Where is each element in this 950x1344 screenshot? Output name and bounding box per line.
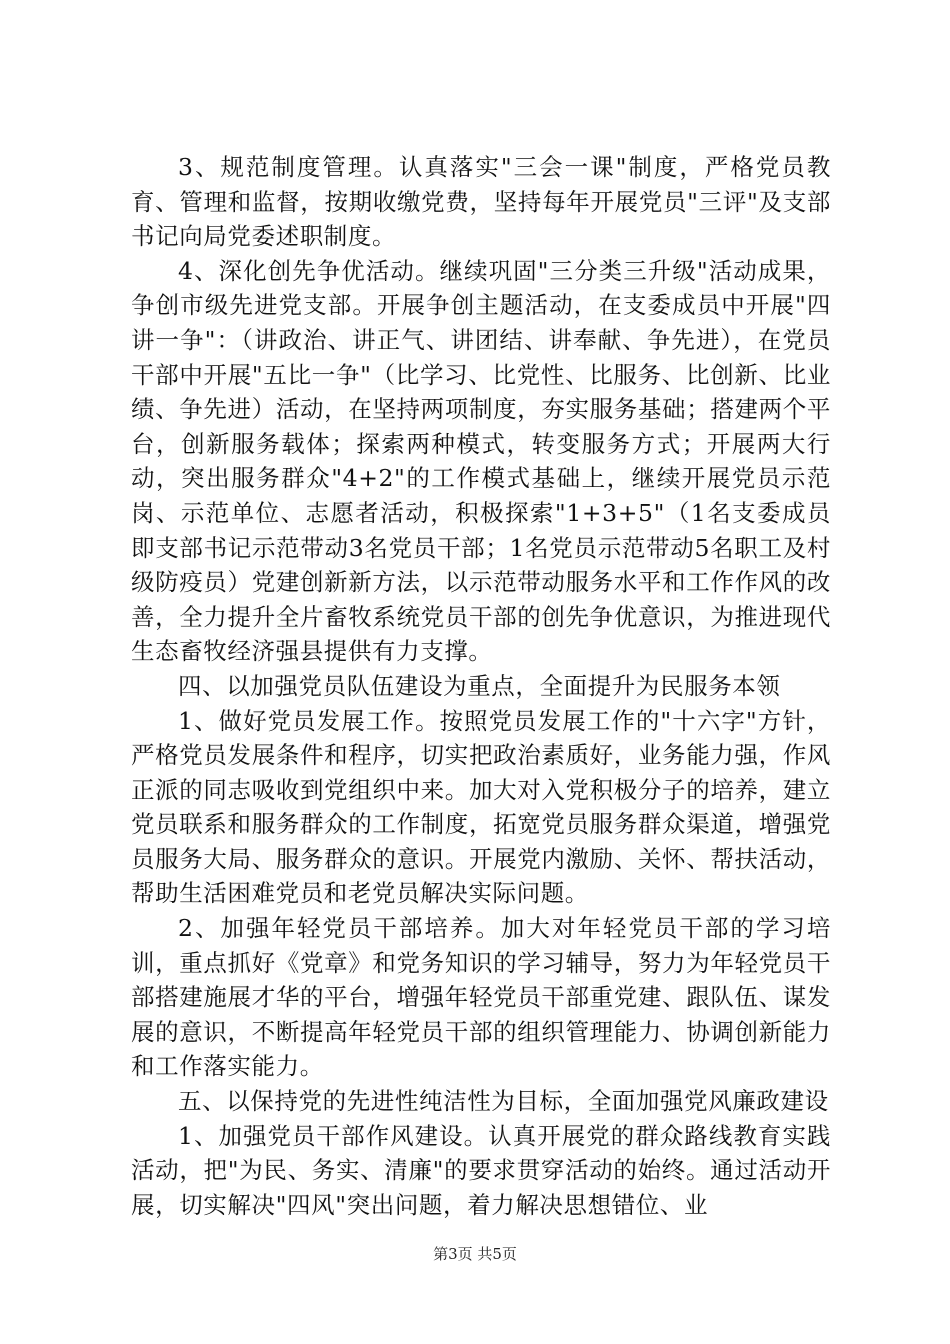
paragraph-excellence-activities: 4、深化创先争优活动。继续巩固"三分类三升级"活动成果，争创市级先进党支部。开展争创主题活动，在支委成员中开展"四讲一争"：（讲政治、讲正气、讲团结、讲奉献、争先进），在党员干部中开展"五比一争"（比学习、比党性、比服务、比创新、比业绩、争先进）活动，在坚持两项制度，夯实服务基础；搭建两个平台，创新服务载体；探索两种模式，转变服务方式；开展两大行动，突出服务群众"4+2"的工作模式基础上，继续开展党员示范岗、示范单位、志愿者活动，积极探索"1+3+5"（1名支委成员即支部书记示范带动3名党员干部；1名党员示范带动5名职工及村级防疫员）党建创新新方法，以示范带动服务水平和工作作风的改善，全力提升全片畜牧系统党员干部的创先争优意识，为推进现代生态畜牧经济强县提供有力支撑。 — [131, 256, 831, 666]
paragraph-member-development: 1、做好党员发展工作。按照党员发展工作的"十六字"方针，严格党员发展条件和程序，切实把政治素质好，业务能力强，作风正派的同志吸收到党组织中来。加大对入党积极分子的培养，建立党员联系和服务群众的工作制度，拓宽党员服务群众渠道，增强党员服务大局、服务群众的意识。开展党内激励、关怀、帮扶活动，帮助生活困难党员和老党员解决实际问题。 — [131, 706, 831, 908]
paragraph-institution-management: 3、规范制度管理。认真落实"三会一课"制度，严格党员教育、管理和监督，按期收缴党费，坚持每年开展党员"三评"及支部书记向局党委述职制度。 — [131, 153, 831, 251]
section-heading-five: 五、以保持党的先进性纯洁性为目标，全面加强党风廉政建设 — [178, 1087, 829, 1116]
paragraph-work-style-building: 1、加强党员干部作风建设。认真开展党的群众路线教育实践活动，把"为民、务实、清廉"的要求贯穿活动的始终。通过活动开展，切实解决"四风"突出问题，着力解决思想错位、业 — [131, 1121, 831, 1219]
document-body — [131, 150, 831, 1222]
section-heading-four: 四、以加强党员队伍建设为重点，全面提升为民服务本领 — [178, 671, 781, 700]
page-footer: 第3页 共5页 — [433, 1245, 517, 1263]
paragraph-young-cadre-training: 2、加强年轻党员干部培养。加大对年轻党员干部的学习培训，重点抓好《党章》和党务知识的学习辅导，努力为年轻党员干部搭建施展才华的平台，增强年轻党员干部重党建、跟队伍、谋发展的意识，不断提高年轻党员干部的组织管理能力、协调创新能力和工作落实能力。 — [131, 914, 831, 1081]
